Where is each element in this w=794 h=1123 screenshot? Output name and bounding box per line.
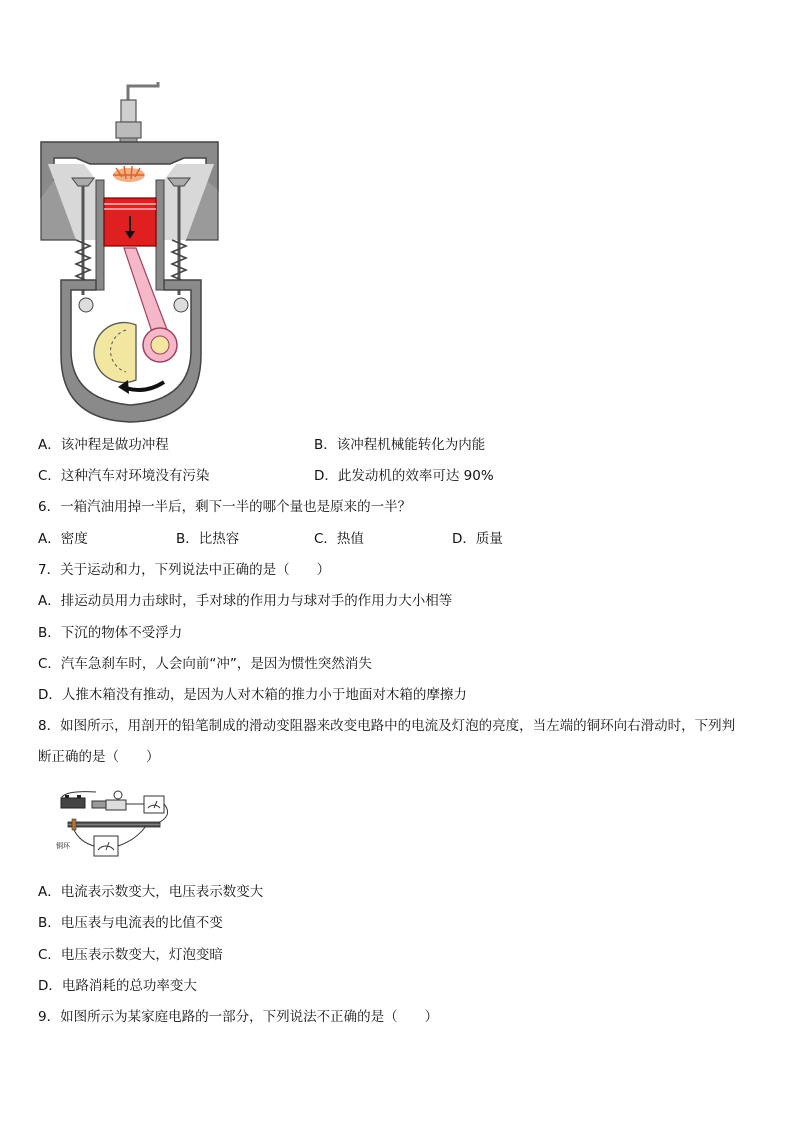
q8-option-a: A．电流表示数变大，电压表示数变大	[38, 884, 264, 900]
voltmeter	[94, 836, 118, 856]
q8-stem-line1: 8．如图所示，用剖开的铅笔制成的滑动变阻器来改变电路中的电流及灯泡的亮度，当左端的铜环向右滑动时，下列判	[38, 718, 736, 734]
q8-stem-line2: 断正确的是（ ）	[38, 749, 160, 765]
spark-plug	[116, 82, 158, 148]
q6-option-a: A．密度	[38, 531, 88, 547]
q7-option-d: D．人推木箱没有推动，是因为人对木箱的推力小于地面对木箱的摩擦力	[38, 687, 467, 703]
q5-option-b: B．该冲程机械能转化为内能	[314, 437, 486, 453]
copper-ring-label: 铜环	[56, 842, 70, 850]
q6-option-c: C．热值	[314, 531, 364, 547]
battery	[61, 795, 85, 808]
copper-ring	[72, 819, 76, 830]
q5-option-c: C．这种汽车对环境没有污染	[38, 468, 210, 484]
q7-option-b: B．下沉的物体不受浮力	[38, 625, 183, 641]
q6-option-d: D．质量	[452, 531, 503, 547]
crankshaft	[94, 323, 136, 383]
q6-stem: 6．一箱汽油用掉一半后，剩下一半的哪个量也是原来的一半？	[38, 499, 412, 515]
q5-option-d: D．此发动机的效率可达 90%	[314, 468, 494, 484]
q7-option-c: C．汽车急刹车时，人会向前“冲”，是因为惯性突然消失	[38, 656, 372, 672]
piston	[104, 198, 156, 246]
pencil-rheostat-circuit-figure	[56, 786, 176, 868]
rotation-arrow-icon	[126, 382, 164, 390]
q8-option-d: D．电路消耗的总功率变大	[38, 978, 197, 994]
q8-option-c: C．电压表示数变大，灯泡变暗	[38, 947, 223, 963]
q5-option-a: A．该冲程是做功冲程	[38, 437, 169, 453]
spark-flame	[113, 166, 145, 182]
q7-option-a: A．排运动员用力击球时，手对球的作用力与球对手的作用力大小相等	[38, 593, 453, 609]
engine-stroke-figure	[36, 80, 236, 425]
ammeter	[144, 796, 164, 813]
q7-stem: 7．关于运动和力，下列说法中正确的是（ ）	[38, 562, 331, 578]
switch	[92, 801, 106, 808]
q8-option-b: B．电压表与电流表的比值不变	[38, 915, 223, 931]
bulb	[106, 791, 126, 810]
q9-stem: 9．如图所示为某家庭电路的一部分，下列说法不正确的是（ ）	[38, 1009, 439, 1025]
q6-option-b: B．比热容	[176, 531, 240, 547]
